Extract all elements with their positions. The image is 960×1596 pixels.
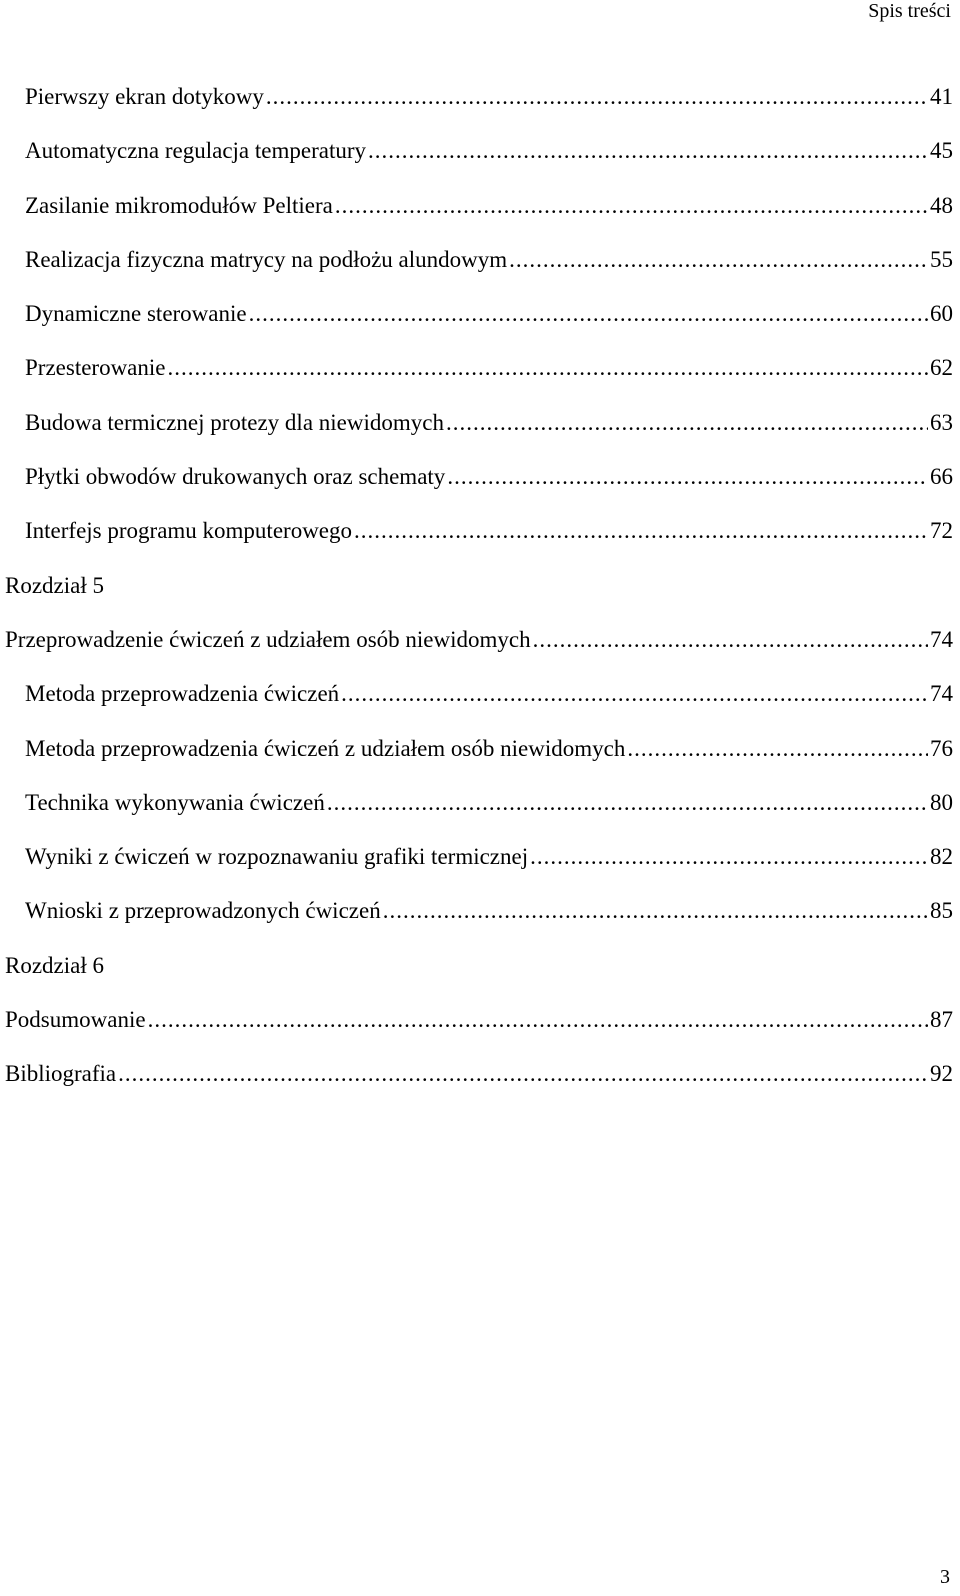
toc-entry-page: 60 [930, 301, 953, 327]
chapter-label-6: Rozdział 6 [5, 952, 104, 978]
toc-entry-page: 87 [930, 1007, 953, 1033]
toc-entry-page: 72 [930, 518, 953, 544]
toc-entry-page: 80 [930, 789, 953, 815]
toc-entry-page: 92 [930, 1061, 953, 1087]
toc-entry-page: 66 [930, 464, 953, 490]
toc-dot-leader [446, 408, 928, 438]
page-number: 3 [940, 1566, 950, 1588]
toc-dot-leader [533, 625, 928, 655]
toc-dot-leader [530, 842, 928, 872]
toc-entry-title: Dynamiczne sterowanie [25, 301, 247, 327]
toc-dot-leader [368, 136, 928, 166]
toc-entry-automatyczna-regulacja[interactable] [5, 136, 953, 190]
chapter-label-5: Rozdział 5 [5, 572, 104, 598]
toc-dot-leader [383, 896, 928, 926]
toc-entry-podsumowanie[interactable] [5, 1005, 953, 1059]
toc-dot-leader [335, 191, 928, 221]
toc-dot-leader [148, 1005, 928, 1035]
toc-entry-page: 48 [930, 192, 953, 218]
toc-entry-page: 45 [930, 138, 953, 164]
toc-entry-bibliografia[interactable] [5, 1059, 953, 1113]
toc-entry-title: Podsumowanie [5, 1007, 146, 1033]
toc-entry-page: 74 [930, 626, 953, 652]
running-header: Spis treści [868, 0, 951, 22]
toc-entry-wnioski[interactable] [5, 896, 953, 950]
toc-entry-przesterowanie[interactable] [5, 353, 953, 407]
toc-dot-leader [118, 1059, 928, 1089]
toc-dot-leader [327, 788, 928, 818]
toc-entry-metoda-przeprowadzenia[interactable] [5, 679, 953, 733]
toc-entry-title: Interfejs programu komputerowego [25, 518, 353, 544]
toc-entry-title: Wyniki z ćwiczeń w rozpoznawaniu grafiki termicznej [25, 844, 529, 870]
toc-dot-leader [266, 82, 928, 112]
toc-entry-page: 63 [930, 409, 953, 435]
toc-entry-zasilanie-mikromodulow[interactable] [5, 191, 953, 245]
toc-entry-title: Budowa termicznej protezy dla niewidomych [25, 409, 444, 435]
toc-entry-title: Bibliografia [5, 1061, 117, 1087]
toc-entry-title: Metoda przeprowadzenia ćwiczeń z udziałem osób niewidomych [25, 735, 626, 761]
toc-entry-page: 85 [930, 898, 953, 924]
toc-entry-title: Realizacja fizyczna matrycy na podłożu alundowym [25, 246, 508, 272]
toc-dot-leader [354, 516, 928, 546]
toc-entry-pierwszy-ekran-dotykowy[interactable] [5, 82, 953, 136]
toc-entry-title: Przeprowadzenie ćwiczeń z udziałem osób niewidomych [5, 626, 531, 652]
toc-entry-interfejs-programu[interactable] [5, 516, 953, 570]
toc-entry-page: 62 [930, 355, 953, 381]
toc-entry-title: Technika wykonywania ćwiczeń [25, 789, 325, 815]
toc-entry-page: 41 [930, 84, 953, 109]
toc-entry-title: Metoda przeprowadzenia ćwiczeń [25, 681, 340, 707]
toc-entry-page: 55 [930, 246, 953, 272]
toc-entry-realizacja-fizyczna[interactable] [5, 245, 953, 299]
table-of-contents [5, 82, 953, 1114]
toc-entry-title: Płytki obwodów drukowanych oraz schematy [25, 464, 446, 490]
toc-entry-page: 76 [930, 735, 953, 761]
toc-dot-leader [341, 679, 928, 709]
toc-entry-budowa-protezy[interactable] [5, 408, 953, 462]
toc-entry-plytki-obwodow[interactable] [5, 462, 953, 516]
toc-entry-dynamiczne-sterowanie[interactable] [5, 299, 953, 353]
toc-entry-title: Automatyczna regulacja temperatury [25, 138, 367, 164]
toc-entry-title: Wnioski z przeprowadzonych ćwiczeń [25, 898, 381, 924]
toc-entry-technika-wykonywania[interactable] [5, 788, 953, 842]
toc-entry-title: Zasilanie mikromodułów Peltiera [25, 192, 333, 218]
toc-dot-leader [447, 462, 928, 492]
toc-dot-leader [249, 299, 928, 329]
toc-entry-title: Pierwszy ekran dotykowy [25, 84, 264, 109]
toc-dot-leader [509, 245, 928, 275]
toc-dot-leader [627, 734, 928, 764]
toc-entry-metoda-z-udzialem[interactable] [5, 734, 953, 788]
toc-entry-wyniki-z-cwiczen[interactable] [5, 842, 953, 896]
toc-entry-title: Przesterowanie [25, 355, 166, 381]
toc-entry-page: 82 [930, 844, 953, 870]
toc-entry-page: 74 [930, 681, 953, 707]
toc-entry-przeprowadzenie-cwiczen[interactable] [5, 625, 953, 679]
toc-dot-leader [168, 353, 929, 383]
